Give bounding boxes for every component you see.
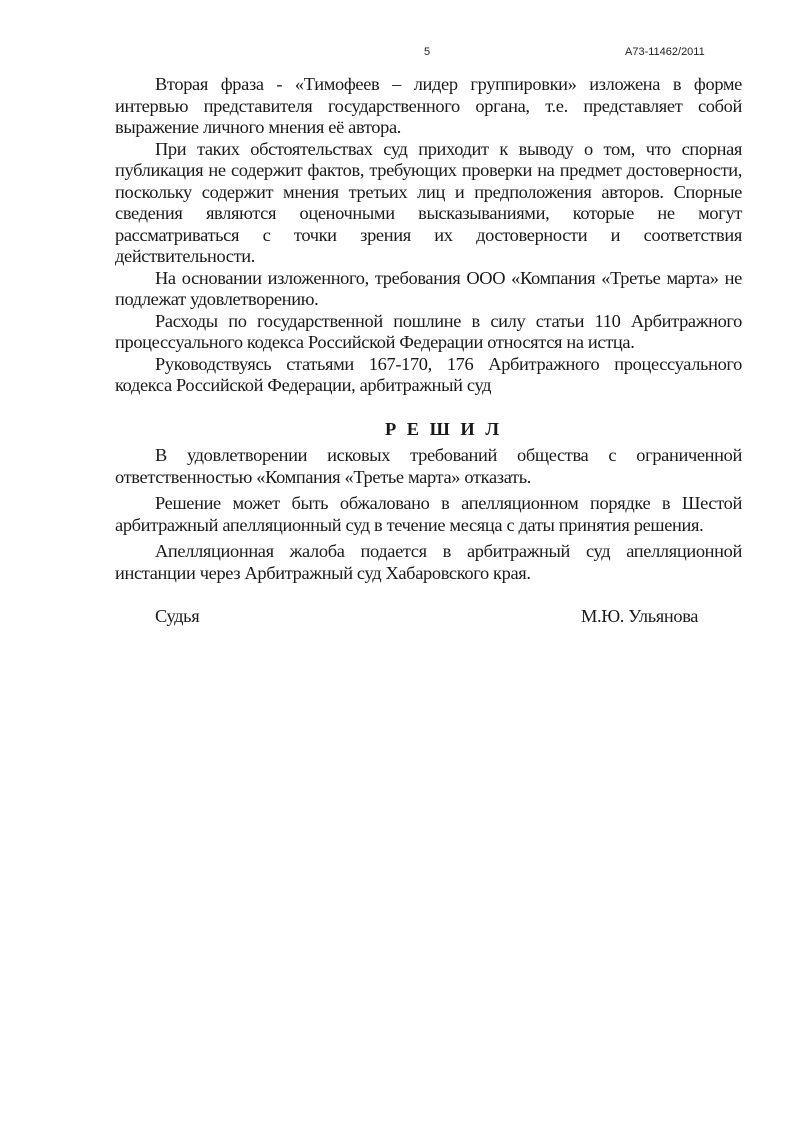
page-number: 5	[424, 46, 431, 58]
paragraph: Вторая фраза - «Тимофеев – лидер группировки» изложена в форме интервью представителя государственного органа, т.е. представляет собой выражение личного мнения её автора.	[115, 74, 742, 137]
paragraph: Решение может быть обжаловано в апелляционном порядке в Шестой арбитражный апелляционный суд в течение месяца с даты принятия решения.	[115, 493, 742, 535]
signature-role: Судья	[155, 606, 200, 626]
paragraph: Руководствуясь статьями 167-170, 176 Арбитражного процессуального кодекса Российской Федерации, арбитражный суд	[115, 353, 742, 395]
paragraph: При таких обстоятельствах суд приходит к выводу о том, что спорная публикация не содержит фактов, требующих проверки на предмет достоверности, поскольку содержит мнения третьих лиц и предположения авторов. Спорные сведения являются оценочными высказываниями, которые не могут рассматриваться с точки зрения их достоверности и соответствия действительности.	[115, 138, 742, 266]
paragraph: На основании изложенного, требования ООО «Компания «Третье марта» не подлежат удовлетворению.	[115, 267, 742, 309]
spacer	[115, 397, 742, 408]
decision-heading: Р Е Ш И Л	[384, 418, 503, 439]
paragraph: Апелляционная жалоба подается в арбитражный суд апелляционной инстанции через Арбитражный суд Хабаровского края.	[115, 541, 742, 583]
paragraph: Расходы по государственной пошлине в силу статьи 110 Арбитражного процессуального кодекса Российской Федерации относятся на истца.	[115, 310, 742, 352]
spacer	[115, 408, 742, 419]
paragraph: В удовлетворении исковых требований общества с ограниченной ответственностью «Компания «Третье марта» отказать.	[115, 445, 742, 487]
signature-block	[115, 606, 742, 628]
case-number: А73-11462/2011	[625, 46, 705, 58]
signature-name: М.Ю. Ульянова	[581, 606, 699, 626]
document-body	[115, 74, 742, 628]
